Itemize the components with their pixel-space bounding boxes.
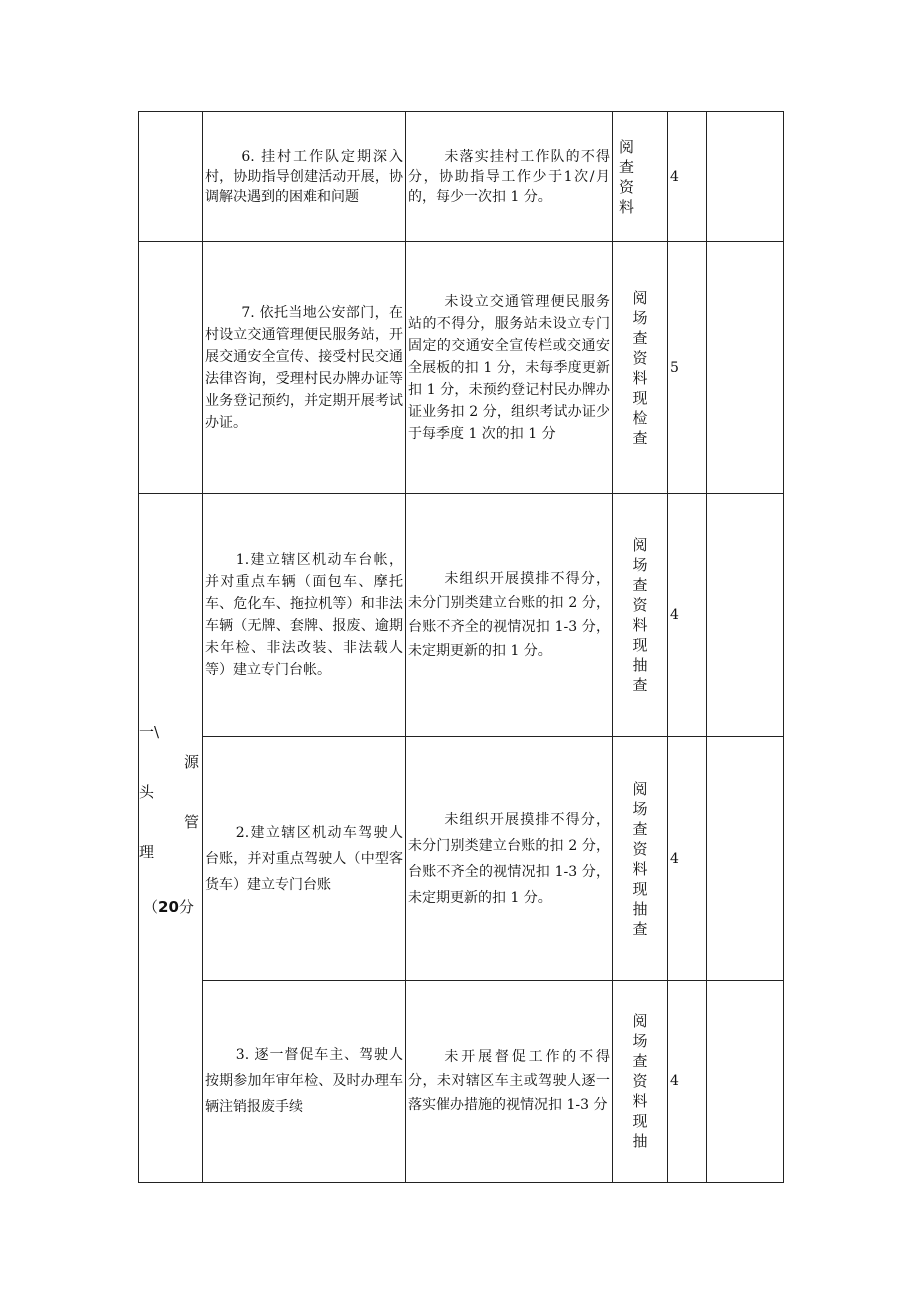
standard-text: 未落实挂村工作队的不得分，协助指导工作少于1次/月的，每少一次扣 1 分。 — [408, 148, 610, 205]
category-line: 管 — [184, 813, 200, 831]
method-char: 查 — [632, 819, 648, 838]
table-row — [139, 242, 784, 494]
method-char: 资 — [619, 177, 635, 196]
method-char: 料 — [632, 616, 648, 635]
remarks-cell — [707, 494, 784, 737]
item-text: 6. 挂村工作队定期深入村，协助指导创建活动开展，协调解决遇到的困难和问题 — [205, 148, 403, 205]
method-char: 抽 — [632, 899, 648, 918]
scoring-table — [138, 111, 784, 1183]
method-char: 资 — [632, 1072, 648, 1091]
method-char: 料 — [632, 859, 648, 878]
score-cell — [668, 737, 707, 980]
category-label — [139, 494, 202, 1182]
item-cell — [203, 494, 406, 737]
category-line: 头 — [139, 783, 155, 801]
method-cell — [613, 737, 668, 980]
remarks-cell — [707, 737, 784, 980]
method-char: 场 — [632, 308, 648, 327]
method-char: 检 — [632, 408, 648, 427]
remarks-cell — [707, 980, 784, 1182]
item-text: 1.建立辖区机动车台帐，并对重点车辆（面包车、摩托车、危化车、拖拉机等）和非法车辆（无牌、套牌、报废、逾期未年检、非法改装、非法载人等）建立专门台帐。 — [205, 552, 403, 679]
method-char: 场 — [632, 556, 648, 575]
category-points — [143, 897, 194, 917]
paren: （ — [143, 898, 159, 916]
method-char: 现 — [632, 879, 648, 898]
method-text — [613, 288, 667, 448]
method-char: 现 — [632, 388, 648, 407]
method-cell — [613, 242, 668, 494]
score-value: 4 — [670, 607, 679, 624]
method-char: 查 — [632, 676, 648, 695]
method-char: 料 — [632, 1092, 648, 1111]
remarks-cell — [707, 112, 784, 242]
method-char: 查 — [632, 428, 648, 447]
standard-cell — [406, 494, 613, 737]
category-line: 理 — [139, 843, 155, 861]
item-text: 3. 逐一督促车主、驾驶人按期参加年审年检、及时办理车辆注销报废手续 — [205, 1047, 403, 1116]
score-value: 4 — [670, 850, 679, 867]
table-row — [139, 112, 784, 242]
method-cell — [613, 112, 668, 242]
category-cell — [139, 494, 203, 1183]
points-number: 20 — [158, 898, 179, 916]
category-cell-empty — [139, 112, 203, 242]
standard-cell — [406, 242, 613, 494]
category-line: 一\ — [139, 723, 160, 741]
score-cell — [668, 980, 707, 1182]
method-char: 资 — [632, 839, 648, 858]
item-cell — [203, 737, 406, 980]
method-char: 料 — [619, 197, 635, 216]
standard-text: 未设立交通管理便民服务站的不得分，服务站未设立专门固定的交通安全宣传栏或交通安全展板的扣 1 分，未每季度更新扣 1 分，未预约登记村民办牌办证业务扣 2 分，组织考试办证少于每季度 1 次的扣 1 分 — [408, 293, 610, 442]
standard-cell — [406, 112, 613, 242]
method-char: 场 — [632, 1032, 648, 1051]
method-char: 阅 — [632, 288, 648, 307]
category-line: 源 — [184, 753, 200, 771]
remarks-cell — [707, 242, 784, 494]
method-char: 抽 — [632, 656, 648, 675]
method-text — [613, 535, 667, 695]
method-char: 料 — [632, 368, 648, 387]
method-char: 阅 — [632, 1012, 648, 1031]
method-cell — [613, 980, 668, 1182]
score-cell — [668, 242, 707, 494]
method-char: 现 — [632, 636, 648, 655]
standard-text: 未组织开展摸排不得分，未分门别类建立台账的扣 2 分，台账不齐全的视情况扣 1-3 分，未定期更新的扣 1 分。 — [408, 571, 610, 660]
method-text — [613, 1011, 667, 1151]
standard-text: 未开展督促工作的不得分，未对辖区车主或驾驶人逐一落实催办措施的视情况扣 1-3 分 — [408, 1049, 610, 1114]
method-char: 查 — [632, 919, 648, 938]
score-cell — [668, 112, 707, 242]
method-char: 现 — [632, 1112, 648, 1131]
table-row — [139, 980, 784, 1182]
category-cell-empty — [139, 242, 203, 494]
method-text — [613, 779, 667, 939]
item-cell — [203, 112, 406, 242]
score-value: 4 — [670, 168, 679, 185]
method-cell — [613, 494, 668, 737]
item-text: 2.建立辖区机动车驾驶人台账，并对重点驾驶人（中型客货车）建立专门台账 — [205, 824, 403, 893]
standard-text: 未组织开展摸排不得分，未分门别类建立台账的扣 2 分，台账不齐全的视情况扣 1-3 分，未定期更新的扣 1 分。 — [408, 811, 610, 906]
method-char: 阅 — [632, 779, 648, 798]
method-text — [613, 137, 667, 217]
method-char: 查 — [619, 157, 635, 176]
method-char: 查 — [632, 328, 648, 347]
method-char: 抽 — [632, 1132, 648, 1151]
item-cell — [203, 980, 406, 1182]
item-text: 7. 依托当地公安部门，在村设立交通管理便民服务站，开展交通安全宣传、接受村民交通法律咨询，受理村民办牌办证等业务登记预约，并定期开展考试办证。 — [205, 304, 403, 431]
standard-cell — [406, 980, 613, 1182]
score-value: 5 — [670, 359, 679, 376]
method-char: 场 — [632, 799, 648, 818]
score-value: 4 — [670, 1073, 679, 1090]
method-char: 查 — [632, 576, 648, 595]
method-char: 查 — [632, 1052, 648, 1071]
method-char: 阅 — [619, 137, 635, 156]
score-cell — [668, 494, 707, 737]
points-unit: 分 — [178, 898, 194, 916]
method-char: 阅 — [632, 536, 648, 555]
item-cell — [203, 242, 406, 494]
method-char: 资 — [632, 348, 648, 367]
table-row — [139, 737, 784, 980]
standard-cell — [406, 737, 613, 980]
table-row — [139, 494, 784, 737]
method-char: 资 — [632, 596, 648, 615]
